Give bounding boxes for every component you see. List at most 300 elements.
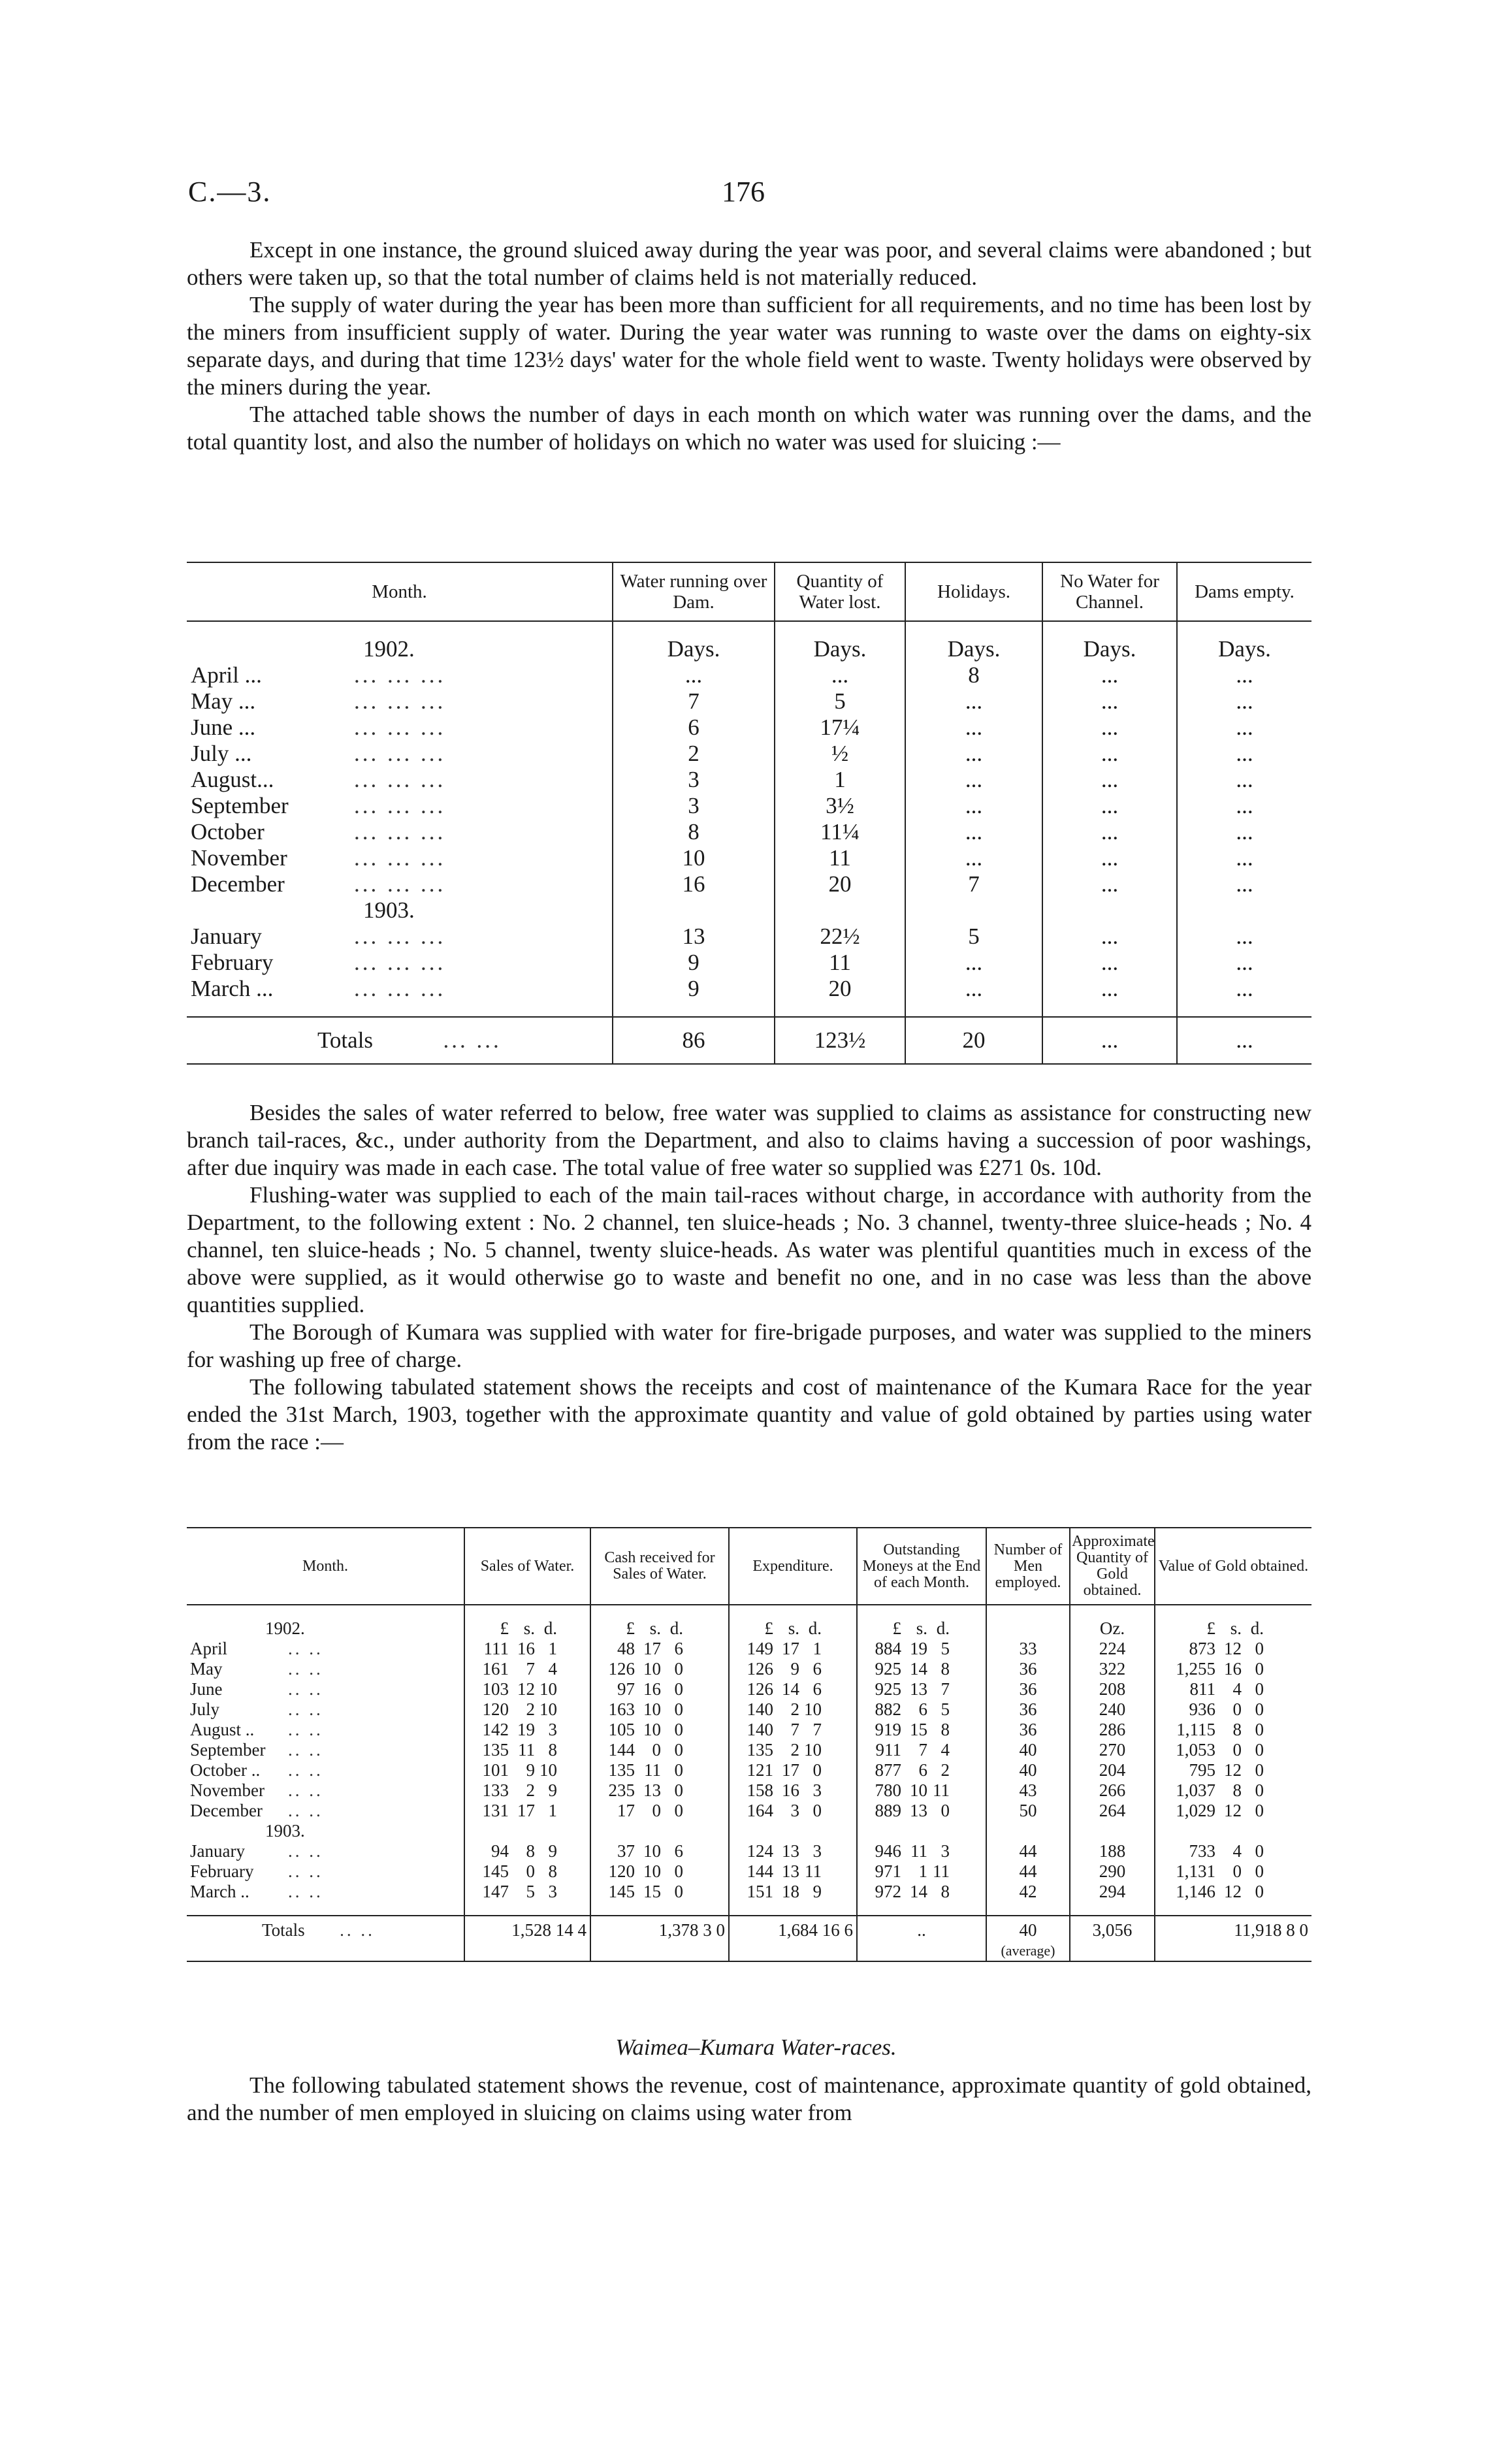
table-cell (590, 1740, 729, 1760)
paragraph: Flushing-water was supplied to each of the main tail-races without charge, in accordance with authority from the Department, to the following extent : No. 2 channel, ten sluice-heads ; No. 3 channel, twenty-three sluice-heads ; No. 4 channel, ten sluice-heads ; No. 5 channel, twenty sluice-heads. As water was plentiful quantities much in excess of the above were supplied, as it would otherwise go to waste and benefit no one, and in no case was less than the above quantities supplied. (187, 1182, 1311, 1317)
pence: 8 (548, 1861, 557, 1881)
pounds: 121 (747, 1760, 773, 1780)
shillings: 10 (910, 1780, 927, 1800)
pounds: 145 (482, 1861, 509, 1881)
year-label: 1902. (265, 1618, 305, 1638)
totals-row (187, 1017, 1311, 1064)
table-cell (729, 1780, 857, 1801)
month-label: January (191, 924, 262, 949)
table-cell (464, 1639, 590, 1659)
shillings: 18 (782, 1882, 799, 1901)
shillings: 7 (918, 1740, 927, 1760)
pounds: 158 (747, 1780, 773, 1800)
table-cell: ... (1042, 793, 1177, 819)
pounds: 97 (617, 1679, 635, 1699)
shillings: 0 (652, 1740, 661, 1760)
table-cell: ... (1042, 819, 1177, 845)
shillings: 0 (1232, 1740, 1242, 1760)
table-cell: 11,918 8 0 (1155, 1916, 1311, 1961)
leader-dots: ... ... ... (354, 924, 446, 949)
table-cell: 50 (986, 1801, 1070, 1821)
kumara-race-table (187, 1527, 1311, 1962)
table-cell: 36 (986, 1679, 1070, 1699)
month-label: September (191, 793, 289, 818)
table-cell (464, 1740, 590, 1760)
table-row (187, 1679, 1311, 1699)
intro-text (187, 236, 1311, 456)
table-cell: 44 (986, 1861, 1070, 1882)
leader-dots: ... ... ... (354, 688, 446, 714)
table-cell (590, 1780, 729, 1801)
table-header-row (187, 562, 1311, 621)
table-cell (464, 1760, 590, 1780)
pounds: 882 (875, 1699, 901, 1719)
pounds: 147 (482, 1882, 509, 1901)
table-cell: ... (1177, 871, 1311, 897)
table-cell: 9 (613, 950, 775, 976)
pence: 0 (1255, 1760, 1264, 1780)
table-cell (729, 1699, 857, 1720)
leader-dots: ... ... (443, 1027, 502, 1053)
table-cell: 36 (986, 1720, 1070, 1740)
table-cell: ... (613, 662, 775, 688)
pounds: 925 (875, 1679, 901, 1699)
table-cell (729, 1760, 857, 1780)
pound-unit: £ (892, 1618, 901, 1638)
paragraph: Besides the sales of water referred to below, free water was supplied to claims as assistance for constructing new branch tail-races, &c., under authority from the Department, and also to claims having a succession of poor washings, after due inquiry was made in each case. The total value of free water so supplied was £271 0s. 10d. (187, 1100, 1311, 1180)
table-cell (590, 1699, 729, 1720)
pence: 8 (941, 1720, 950, 1739)
table-cell (857, 1780, 986, 1801)
table-cell: 322 (1070, 1659, 1155, 1679)
leader-dots: ... ... ... (354, 819, 446, 844)
pence: 10 (804, 1740, 822, 1760)
shillings: 12 (1224, 1882, 1242, 1901)
table-row (187, 1659, 1311, 1679)
shillings: 5 (526, 1882, 535, 1901)
pence: 6 (812, 1679, 822, 1699)
bottom-text (187, 2072, 1311, 2127)
unit-label: Days. (613, 636, 775, 662)
table-cell (464, 1841, 590, 1861)
pence: 11 (933, 1861, 950, 1881)
shilling-unit: s. (523, 1618, 535, 1638)
table-cell: 1 (775, 767, 905, 793)
month-label: September (190, 1740, 266, 1760)
table-row (187, 924, 1311, 950)
money-units (729, 1618, 857, 1639)
pounds: 17 (617, 1801, 635, 1820)
pence: 0 (1255, 1679, 1264, 1699)
table-cell: 3 (613, 793, 775, 819)
column-header: Quantity of Water lost. (775, 562, 905, 621)
table-cell: ... (905, 793, 1042, 819)
month-label: April (190, 1639, 227, 1658)
table-cell: ... (1042, 950, 1177, 976)
table-cell (1155, 1679, 1311, 1699)
pence: 11 (933, 1780, 950, 1800)
table-cell: ... (905, 845, 1042, 871)
month-label: July (190, 1699, 220, 1719)
pence: 0 (674, 1882, 683, 1901)
column-header: Sales of Water. (464, 1528, 590, 1605)
table-cell: 36 (986, 1659, 1070, 1679)
table-cell (1155, 1760, 1311, 1780)
table-cell: ... (1177, 662, 1311, 688)
shillings: 8 (1232, 1780, 1242, 1800)
paragraph: The attached table shows the number of days in each month on which water was running over the dams, and the total quantity lost, and also the number of holidays on which no water was used for sluicing :— (187, 402, 1311, 455)
pence: 9 (548, 1780, 557, 1800)
shillings: 7 (526, 1659, 535, 1679)
pence: 11 (805, 1861, 822, 1881)
leader-dots: ... ... ... (354, 871, 446, 897)
pounds: 972 (875, 1882, 901, 1901)
table-row (187, 1882, 1311, 1902)
pounds: 971 (875, 1861, 901, 1881)
table-cell: 1,684 16 6 (729, 1916, 857, 1961)
month-label: July ... (191, 741, 252, 766)
month-label: August .. (190, 1720, 255, 1739)
table-cell: 9 (613, 976, 775, 1002)
month-label: November (190, 1780, 265, 1800)
table-cell (857, 1740, 986, 1760)
pounds: 164 (747, 1801, 773, 1820)
pence: 5 (941, 1699, 950, 1719)
table-cell: ... (905, 819, 1042, 845)
table-cell (857, 1639, 986, 1659)
leader-dots: .. .. (288, 1760, 323, 1780)
pence: 3 (812, 1841, 822, 1861)
money-units (464, 1618, 590, 1639)
table-cell: ... (1177, 688, 1311, 715)
table-cell (590, 1801, 729, 1821)
shillings: 11 (644, 1760, 661, 1780)
table-cell: ... (1177, 1017, 1311, 1064)
table-cell: 5 (905, 924, 1042, 950)
shilling-unit: s. (788, 1618, 799, 1638)
pounds: 877 (875, 1760, 901, 1780)
pence: 3 (548, 1882, 557, 1901)
leader-dots: .. .. (288, 1882, 323, 1901)
table-row (187, 819, 1311, 845)
table-cell: 264 (1070, 1801, 1155, 1821)
month-label: February (191, 950, 274, 975)
year-row (187, 1821, 1311, 1841)
paragraph: The following tabulated statement shows the receipts and cost of maintenance of the Kumara Race for the year ended the 31st March, 1903, together with the approximate quantity and value of gold obtained by parties using water from the race :— (187, 1374, 1311, 1455)
shilling-unit: s. (916, 1618, 927, 1638)
section-title: Waimea–Kumara Water-races. (615, 2035, 897, 2060)
paragraph: The following tabulated statement shows the revenue, cost of maintenance, approximate quantity of gold obtained, and the number of men employed in sluicing on claims using water from (187, 2072, 1311, 2125)
table-cell: ... (1042, 662, 1177, 688)
totals-label: Totals (317, 1027, 374, 1053)
shillings: 1 (918, 1861, 927, 1881)
pence: 7 (812, 1720, 822, 1739)
shillings: 15 (643, 1882, 661, 1901)
unit-label: Days. (905, 636, 1042, 662)
month-label: May (190, 1659, 223, 1679)
page-number: 176 (722, 176, 765, 208)
table-cell: ... (1177, 767, 1311, 793)
table-cell: 42 (986, 1882, 1070, 1902)
table-cell (857, 1699, 986, 1720)
table-cell: ... (905, 976, 1042, 1002)
pounds: 120 (608, 1861, 635, 1881)
table-cell: ... (1042, 767, 1177, 793)
shillings: 13 (910, 1801, 927, 1820)
table-cell: ... (1042, 976, 1177, 1002)
shillings: 8 (1232, 1720, 1242, 1739)
pence: 0 (1255, 1780, 1264, 1800)
shillings: 19 (910, 1639, 927, 1658)
table-cell (464, 1679, 590, 1699)
table-cell: 7 (613, 688, 775, 715)
month-label: March .. (190, 1882, 249, 1901)
pence: 6 (812, 1659, 822, 1679)
leader-dots: .. .. (288, 1639, 323, 1658)
pounds: 925 (875, 1659, 901, 1679)
table-cell: 33 (986, 1639, 1070, 1659)
table-row (187, 688, 1311, 715)
pounds: 135 (482, 1740, 509, 1760)
pence: 0 (674, 1720, 683, 1739)
table-cell: 290 (1070, 1861, 1155, 1882)
middle-text (187, 1099, 1311, 1456)
pence: 0 (674, 1780, 683, 1800)
table-cell: ... (1177, 950, 1311, 976)
shillings: 11 (910, 1841, 927, 1861)
table-cell (857, 1801, 986, 1821)
pence: 2 (941, 1760, 950, 1780)
pence: 0 (1255, 1639, 1264, 1658)
water-days-table (187, 562, 1311, 1065)
leader-dots: ... ... ... (354, 793, 446, 818)
pence: 0 (941, 1801, 950, 1820)
leader-dots: .. .. (288, 1699, 323, 1719)
table-row (187, 871, 1311, 897)
month-label: November (191, 845, 287, 871)
table-cell: ... (1177, 976, 1311, 1002)
shillings: 11 (518, 1740, 535, 1760)
paragraph: The Borough of Kumara was supplied with water for fire-brigade purposes, and water was supplied to the miners for washing up free of charge. (187, 1319, 1311, 1372)
table-cell: 3 (613, 767, 775, 793)
column-header: No Water for Channel. (1042, 562, 1177, 621)
shillings: 0 (652, 1801, 661, 1820)
pounds: 911 (875, 1740, 901, 1760)
paragraph: The supply of water during the year has been more than sufficient for all requirements, and no time has been lost by the miners from insufficient supply of water. During the year water was running to waste over the dams on eighty-six separate days, and during that time 123½ days' water for the whole field went to waste. Twenty holidays were observed by the miners during the year. (187, 292, 1311, 400)
table-cell (729, 1659, 857, 1679)
table-cell (1155, 1780, 1311, 1801)
pence: 0 (1255, 1740, 1264, 1760)
shillings: 16 (643, 1679, 661, 1699)
table-cell: 188 (1070, 1841, 1155, 1861)
table-cell: ... (775, 662, 905, 688)
column-header: Cash received for Sales of Water. (590, 1528, 729, 1605)
table-row (187, 1841, 1311, 1861)
table-cell (1155, 1659, 1311, 1679)
table-cell: ... (905, 767, 1042, 793)
table-cell (464, 1720, 590, 1740)
pence: 4 (548, 1659, 557, 1679)
totals-row (187, 1916, 1311, 1961)
units-row (187, 636, 1311, 662)
table-cell: ... (1042, 845, 1177, 871)
table-cell: ... (1177, 819, 1311, 845)
pounds: 936 (1189, 1699, 1215, 1719)
shillings: 14 (782, 1679, 799, 1699)
table-cell: ... (1042, 871, 1177, 897)
table-cell: ... (1042, 715, 1177, 741)
oz-unit: Oz. (1070, 1618, 1155, 1639)
table-cell (729, 1679, 857, 1699)
pounds: 48 (617, 1639, 635, 1658)
pounds: 124 (747, 1841, 773, 1861)
shillings: 12 (1224, 1801, 1242, 1820)
pounds: 103 (482, 1679, 509, 1699)
leader-dots: ... ... ... (354, 741, 446, 766)
table-header-row (187, 1528, 1311, 1605)
pounds: 149 (747, 1639, 773, 1658)
pence: 9 (812, 1882, 822, 1901)
shillings: 13 (643, 1780, 661, 1800)
pence-unit: d. (936, 1618, 950, 1638)
table-cell: ... (1042, 688, 1177, 715)
table-row (187, 1639, 1311, 1659)
table-cell: 10 (613, 845, 775, 871)
pounds: 1,029 (1176, 1801, 1215, 1820)
table-cell (857, 1659, 986, 1679)
table-cell: ... (905, 688, 1042, 715)
table-row (187, 741, 1311, 767)
table-cell: 11¼ (775, 819, 905, 845)
table-cell (1155, 1841, 1311, 1861)
column-header: Month. (187, 562, 613, 621)
pence-unit: d. (808, 1618, 822, 1638)
table-cell: 7 (905, 871, 1042, 897)
table-cell: 3,056 (1070, 1916, 1155, 1961)
shillings: 2 (790, 1740, 799, 1760)
pounds: 94 (491, 1841, 509, 1861)
table-cell: 123½ (775, 1017, 905, 1064)
year-label: 1903. (265, 1821, 305, 1841)
table-cell (986, 1916, 1070, 1961)
pence: 0 (812, 1760, 822, 1780)
leader-dots: .. .. (288, 1780, 323, 1800)
table-cell (590, 1639, 729, 1659)
pounds: 135 (747, 1740, 773, 1760)
table-cell (857, 1760, 986, 1780)
table-cell (729, 1801, 857, 1821)
pounds: 946 (875, 1841, 901, 1861)
table-cell (1155, 1699, 1311, 1720)
pounds: 811 (1189, 1679, 1215, 1699)
table-cell (857, 1882, 986, 1902)
pounds: 235 (608, 1780, 635, 1800)
shillings: 7 (790, 1720, 799, 1739)
pence: 1 (812, 1639, 822, 1658)
shillings: 17 (517, 1801, 535, 1820)
table-cell (590, 1841, 729, 1861)
column-header: Approximate Quantity of Gold obtained. (1070, 1528, 1155, 1605)
pence-unit: d. (1250, 1618, 1264, 1638)
leader-dots: .. .. (288, 1720, 323, 1739)
column-header: Outstanding Moneys at the End of each Month. (857, 1528, 986, 1605)
shillings: 4 (1232, 1679, 1242, 1699)
pounds: 126 (747, 1679, 773, 1699)
leader-dots: ... ... ... (354, 950, 446, 975)
pounds: 144 (608, 1740, 635, 1760)
year-label: 1903. (363, 897, 415, 923)
pounds: 105 (608, 1720, 635, 1739)
pounds: 144 (747, 1861, 773, 1881)
pounds: 884 (875, 1639, 901, 1658)
unit-label: Days. (775, 636, 905, 662)
shilling-unit: s. (1230, 1618, 1242, 1638)
shillings: 13 (782, 1841, 799, 1861)
table-cell: ... (1177, 845, 1311, 871)
table-cell: 286 (1070, 1720, 1155, 1740)
table-cell: 44 (986, 1841, 1070, 1861)
pence: 0 (1255, 1659, 1264, 1679)
table-cell: .. (857, 1916, 986, 1961)
table-cell: 208 (1070, 1679, 1155, 1699)
pence: 8 (941, 1659, 950, 1679)
leader-dots: ... ... ... (354, 715, 446, 740)
shillings: 2 (526, 1699, 535, 1719)
table-cell (1155, 1720, 1311, 1740)
column-header: Number of Men employed. (986, 1528, 1070, 1605)
shillings: 8 (526, 1841, 535, 1861)
table-cell (857, 1720, 986, 1740)
table-cell (1155, 1740, 1311, 1760)
leader-dots: .. .. (288, 1801, 323, 1820)
table-cell: 40 (986, 1760, 1070, 1780)
table-cell: 270 (1070, 1740, 1155, 1760)
table-cell (729, 1720, 857, 1740)
pounds: 140 (747, 1720, 773, 1739)
table-cell (464, 1861, 590, 1882)
pence: 0 (674, 1679, 683, 1699)
table-cell (464, 1780, 590, 1801)
month-label: June (190, 1679, 223, 1699)
shillings: 6 (918, 1699, 927, 1719)
table-cell: 5 (775, 688, 905, 715)
pounds: 131 (482, 1801, 509, 1820)
leader-dots: ... ... ... (354, 976, 446, 1001)
leader-dots: .. .. (288, 1659, 323, 1679)
shillings: 13 (782, 1861, 799, 1881)
shillings: 2 (526, 1780, 535, 1800)
money-units (1155, 1618, 1311, 1639)
pence: 0 (1255, 1882, 1264, 1901)
pounds: 140 (747, 1699, 773, 1719)
pounds: 126 (747, 1659, 773, 1679)
table-row (187, 976, 1311, 1002)
pounds: 145 (608, 1882, 635, 1901)
table-cell: 40 (986, 1740, 1070, 1760)
column-header: Water running over Dam. (613, 562, 775, 621)
table-cell (729, 1639, 857, 1659)
shillings: 0 (1232, 1861, 1242, 1881)
shillings: 2 (790, 1699, 799, 1719)
table-cell (1155, 1639, 1311, 1659)
pence: 6 (674, 1841, 683, 1861)
table-cell (857, 1679, 986, 1699)
month-label: October (191, 819, 265, 844)
pence-unit: d. (669, 1618, 683, 1638)
year-label: 1902. (363, 636, 415, 662)
table-cell: ... (1042, 924, 1177, 950)
pence: 0 (1255, 1801, 1264, 1820)
